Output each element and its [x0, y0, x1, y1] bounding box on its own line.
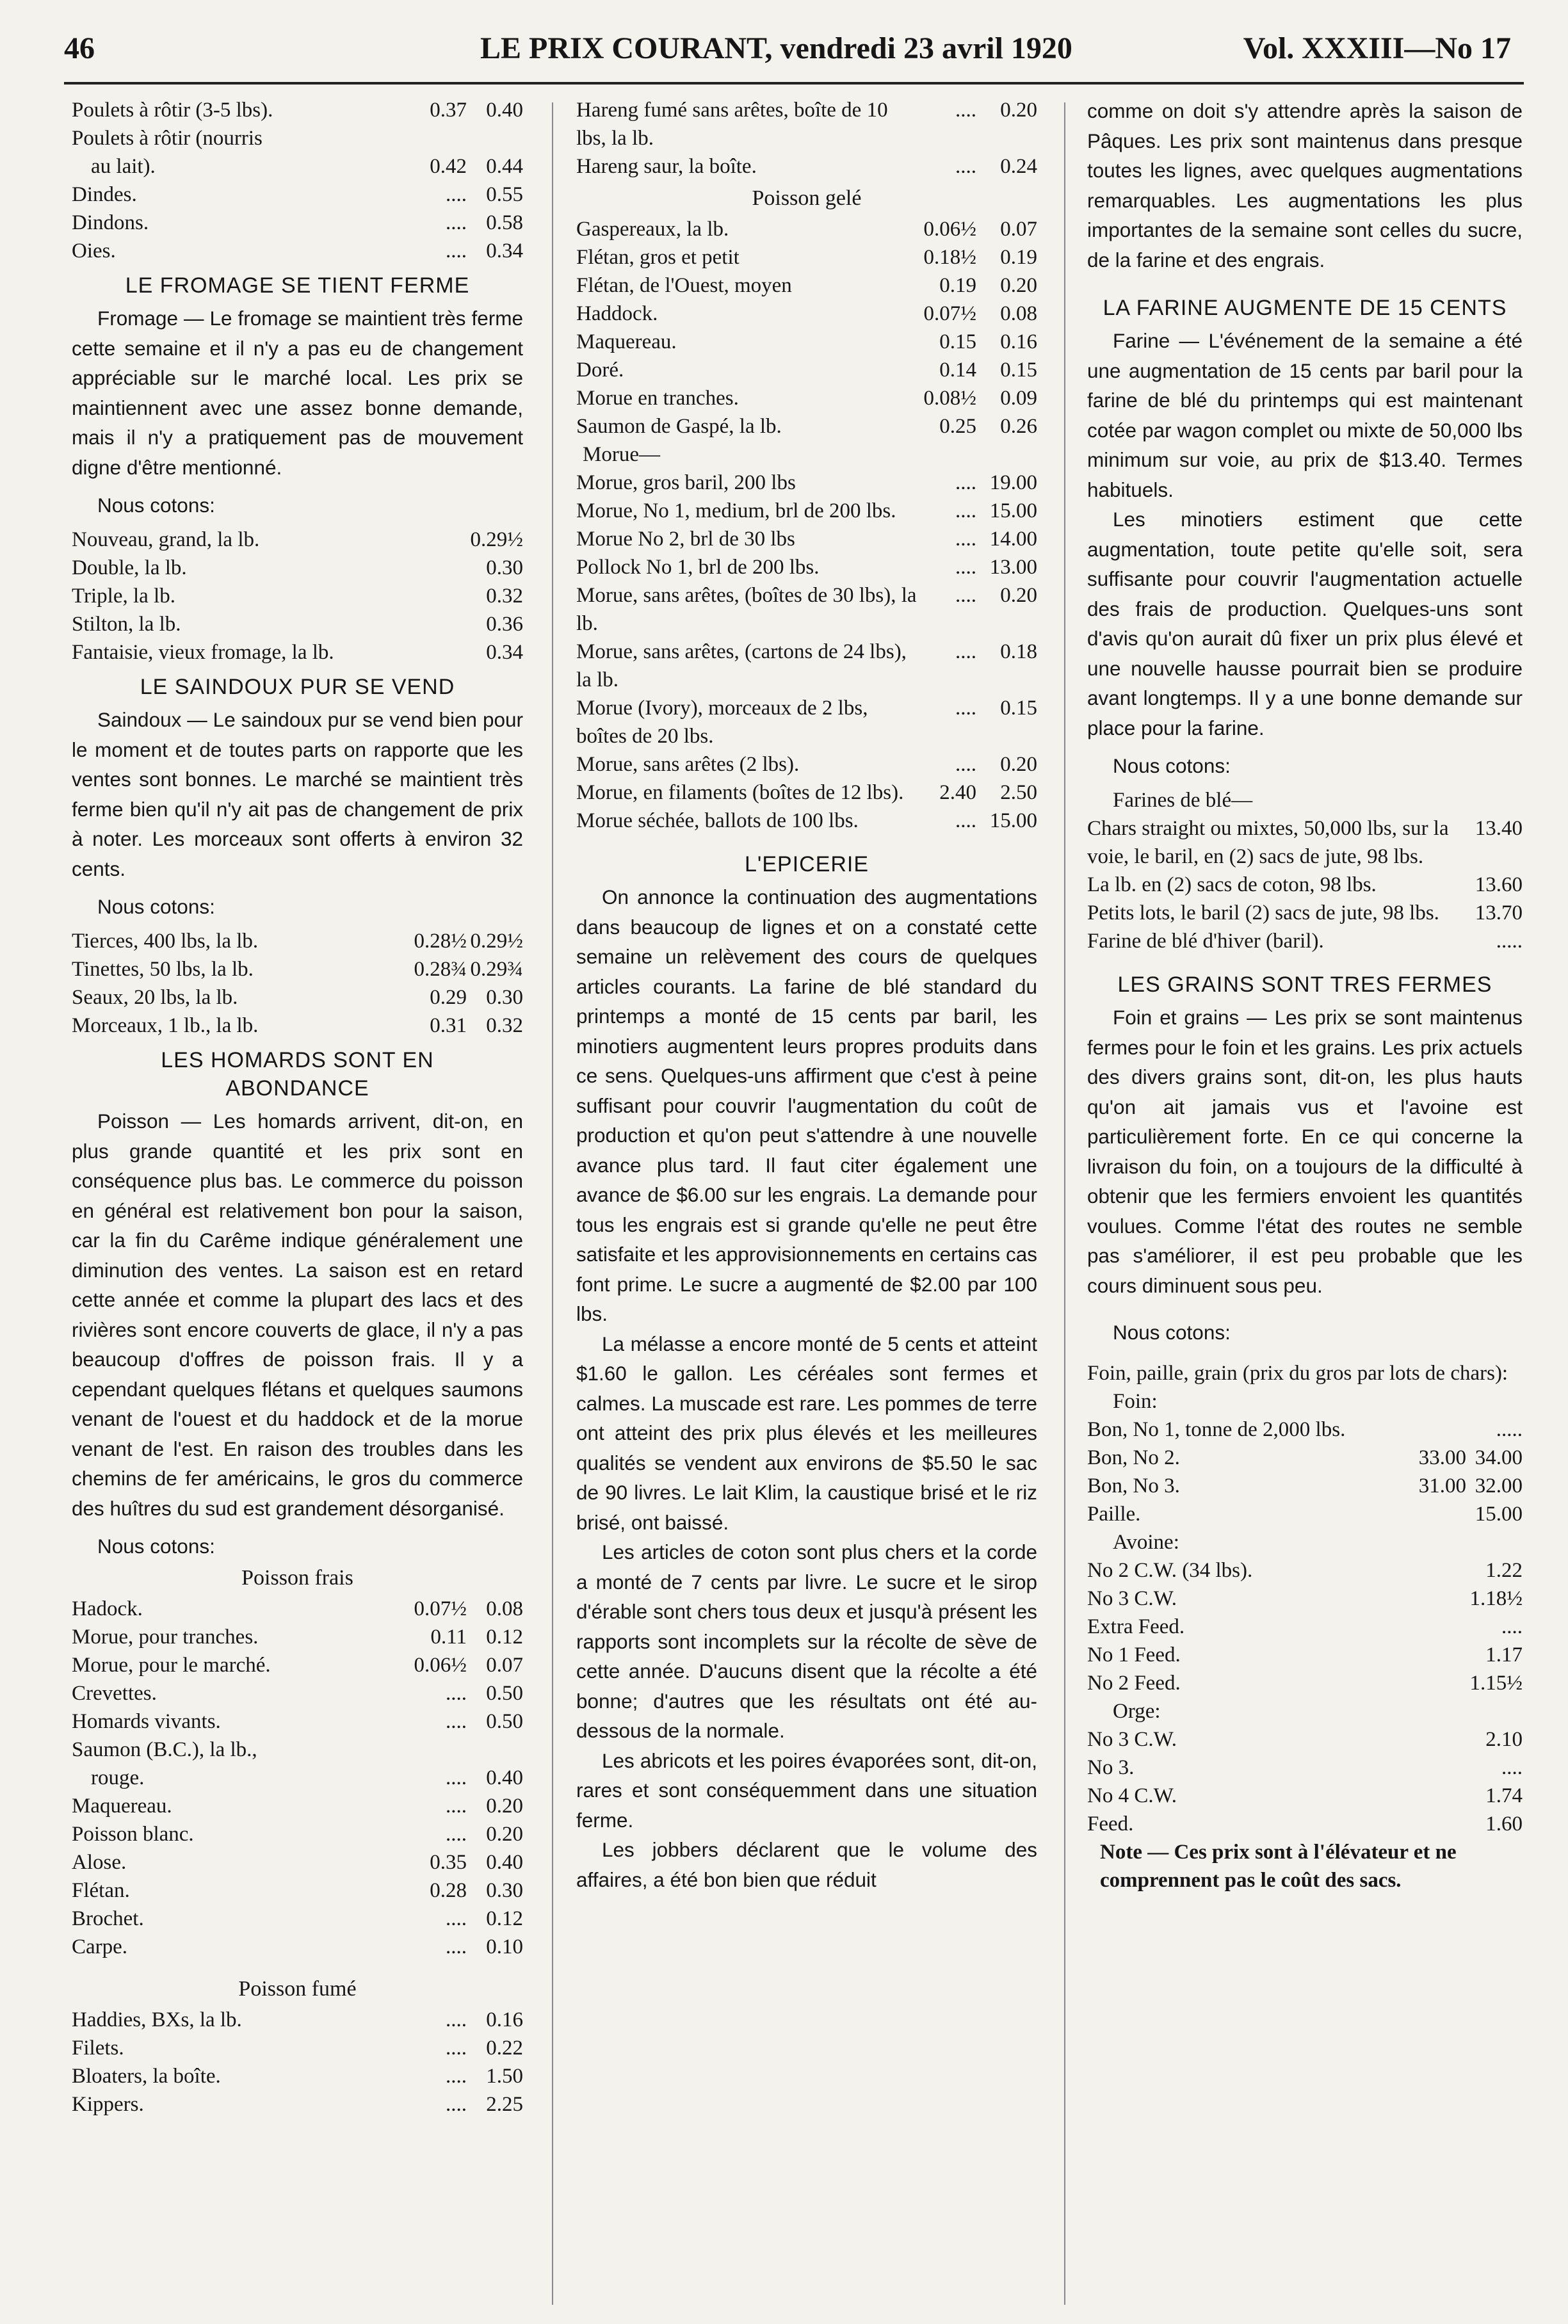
hareng-list: [576, 96, 1037, 181]
price-row: Morceaux, 1 lb., la lb. 0.31 0.32: [72, 1014, 523, 1037]
orge-label: Orge:: [1113, 1700, 1161, 1723]
price-row: Brochet. .... 0.12: [72, 1907, 523, 1930]
orge-list: [1087, 1725, 1523, 1838]
price-row: Double, la lb. 0.30: [72, 556, 523, 579]
price-row: Carpe. .... 0.10: [72, 1935, 523, 1958]
section-heading: ABONDANCE: [225, 1076, 369, 1101]
price-row: Flétan. 0.28 0.30: [72, 1879, 523, 1902]
price-row: Nouveau, grand, la lb. 0.29½: [72, 528, 523, 551]
nous-cotons-label: Nous cotons:: [97, 895, 215, 918]
price-row: No 4 C.W. 1.74: [1087, 1784, 1523, 1807]
avoine-list: [1087, 1556, 1523, 1697]
article-paragraph: comme on doit s'y attendre après la saison de Pâques. Les prix sont maintenus dans presque toutes les lignes, avec quelques augmentations remarquables. Les augmentations les plus importantes de la semaine sont celles du sucre, de la farine et des engrais.: [1087, 99, 1523, 271]
subsection-heading: Poisson gelé: [752, 186, 862, 210]
price-row: La lb. en (2) sacs de coton, 98 lbs. 13.60: [1087, 873, 1523, 896]
morue-list: [576, 469, 1037, 835]
subsection-heading: Poisson frais: [241, 1566, 353, 1590]
poisson-fume-list: [72, 2006, 523, 2118]
article-paragraph: Fromage — Le fromage se maintient très ferme cette semaine et il n'y a pas eu de changement appréciable sur le marché local. Les prix se maintiennent avec une assez bonne demande, mais il n'y a pratiquement pas de mouvement digne d'être mentionné.: [72, 307, 523, 479]
section-heading: LE FROMAGE SE TIENT FERME: [125, 273, 470, 298]
price-row: Morue No 2, brl de 30 lbs .... 14.00: [576, 528, 1037, 551]
price-row: Filets. .... 0.22: [72, 2037, 523, 2060]
price-row: Farine de blé d'hiver (baril). .....: [1087, 930, 1523, 953]
price-row: Feed. 1.60: [1087, 1812, 1523, 1836]
price-row: Hareng fumé sans arêtes, boîte de 10 lbs, la lb. .... 0.20: [576, 99, 1037, 150]
price-row: Morue, sans arêtes (2 lbs). .... 0.20: [576, 753, 1037, 776]
price-row: Hareng saur, la boîte. .... 0.24: [576, 155, 1037, 178]
price-row: Bon, No 2. 33.00 34.00: [1087, 1446, 1523, 1469]
nous-cotons-label: Nous cotons:: [97, 494, 215, 517]
foin-intro: Foin, paille, grain (prix du gros par lots de chars):: [1087, 1362, 1508, 1385]
price-row: Pollock No 1, brl de 200 lbs. .... 13.00: [576, 556, 1037, 579]
price-row: Homards vivants. .... 0.50: [72, 1710, 523, 1733]
price-row: Seaux, 20 lbs, la lb. 0.29 0.30: [72, 986, 523, 1009]
price-row: Flétan, de l'Ouest, moyen 0.19 0.20: [576, 274, 1037, 297]
saindoux-list: [72, 927, 523, 1040]
price-row: Fantaisie, vieux fromage, la lb. 0.34: [72, 641, 523, 664]
morue-label: Morue—: [583, 443, 660, 466]
price-row: Flétan, gros et petit 0.18½ 0.19: [576, 246, 1037, 269]
section-heading: LES GRAINS SONT TRES FERMES: [1117, 972, 1492, 997]
price-row: Morue, pour tranches. 0.11 0.12: [72, 1626, 523, 1649]
farines-list: [1087, 814, 1523, 955]
price-row: Gaspereaux, la lb. 0.06½ 0.07: [576, 218, 1037, 241]
price-row: Paille. 15.00: [1087, 1503, 1523, 1526]
section-heading: LE SAINDOUX PUR SE VEND: [140, 675, 455, 699]
foin-list: [1087, 1416, 1523, 1528]
price-row: Morue séchée, ballots de 100 lbs. .... 15.00: [576, 809, 1037, 832]
price-row: No 3 C.W. 2.10: [1087, 1728, 1523, 1751]
poisson-frais-list: [72, 1595, 523, 1961]
article-paragraph: Foin et grains — Les prix se sont maintenus fermes pour le foin et les grains. Les prix actuels des divers grains sont, dit-on, les plus hauts qu'on ait jamais vus et l'avoine est particulièrement forte. En ce qui concerne la livraison du foin, on a toujours de la difficulté à obtenir que les fermiers envoient les quantités voulues. Comme l'état des routes ne semble pas s'améliorer, il est peu probable que les cours diminuent sous peu.: [1087, 1006, 1523, 1297]
price-row: Saumon de Gaspé, la lb. 0.25 0.26: [576, 415, 1037, 438]
subsection-heading: Poisson fumé: [238, 1977, 357, 2001]
column-3: [1087, 96, 1523, 1894]
nous-cotons-label: Nous cotons:: [1113, 1321, 1231, 1344]
column-divider: [552, 102, 553, 2305]
article-paragraph: Farine — L'événement de la semaine a été une augmentation de 15 cents par baril pour la farine de blé du printemps qui est maintenant cotée par wagon complet ou mixte de 50,000 lbs minimum sur voie, au prix de $13.40. Termes habituels.: [1087, 329, 1523, 501]
price-row: au lait). 0.42 0.44: [91, 155, 523, 178]
price-row: Chars straight ou mixtes, 50,000 lbs, sur la voie, le baril, en (2) sacs de jute, 98 lbs. 13.40: [1087, 817, 1523, 868]
page-header: [64, 31, 1511, 76]
price-row: Crevettes. .... 0.50: [72, 1682, 523, 1705]
avoine-label: Avoine:: [1113, 1531, 1179, 1554]
price-row: Poulets à rôtir (nourris: [72, 127, 263, 150]
column-2: [576, 96, 1037, 1894]
article-paragraph: Saindoux — Le saindoux pur se vend bien pour le moment et de toutes parts on rapporte que les ventes sont bonnes. Le marché se maintient très ferme bien qu'il n'y ait pas de changement de prix à noter. Les morceaux sont offerts à environ 32 cents.: [72, 708, 523, 880]
price-row: Maquereau. .... 0.20: [72, 1795, 523, 1818]
section-heading: L'EPICERIE: [744, 852, 869, 876]
section-heading: LA FARINE AUGMENTE DE 15 CENTS: [1103, 296, 1507, 320]
page-number: 46: [64, 31, 95, 65]
footnote: Note — Ces prix sont à l'élévateur et ne comprennent pas le coût des sacs.: [1100, 1841, 1457, 1892]
price-row: rouge. .... 0.40: [91, 1766, 523, 1789]
price-row: Poulets à rôtir (3-5 lbs). 0.37 0.40: [72, 99, 523, 122]
price-row: Kippers. .... 2.25: [72, 2093, 523, 2116]
price-row: Stilton, la lb. 0.36: [72, 613, 523, 636]
header-rule: [64, 82, 1524, 85]
price-row: No 3. ....: [1087, 1756, 1523, 1779]
price-row: Triple, la lb. 0.32: [72, 585, 523, 608]
section-heading: LES HOMARDS SONT EN: [161, 1048, 434, 1072]
article-paragraph: On annonce la continuation des augmentations dans beaucoup de lignes et on a constaté cette semaine un relèvement des cours de quelques articles courants. La farine de blé standard du printemps a monté de 15 cents par baril, les minotiers augmentent leurs propres produits dans ce sens. Quelques-uns affirment que c'est à peine suffisant pour couvrir l'augmentation du coût de production et qu'on peut s'attendre à une nouvelle avance plus tard. Il faut citer également une avance de $6.00 sur les engrais. La demande pour tous les engrais est si grande qu'elle ne peut être satisfaite et les approvisionnements en certains cas font prime. Le sucre a augmenté de $2.00 par 100 lbs.: [576, 885, 1037, 1325]
price-row: No 1 Feed. 1.17: [1087, 1643, 1523, 1666]
column-1: [72, 96, 523, 2118]
price-row: Bloaters, la boîte. .... 1.50: [72, 2065, 523, 2088]
article-paragraph: La mélasse a encore monté de 5 cents et atteint $1.60 le gallon. Les céréales sont fermes et calmes. La muscade est rare. Les pommes de terre ont atteint des prix plus élevés et les meilleures qualités se vendent aux environs de $5.50 le sac de 90 livres. Le lait Klim, la caustique brisé et le riz brisé, ont baissé.: [576, 1332, 1037, 1534]
volailles-list: [72, 96, 523, 265]
price-row: Morue en tranches. 0.08½ 0.09: [576, 387, 1037, 410]
price-row: Morue, pour le marché. 0.06½ 0.07: [72, 1654, 523, 1677]
price-row: Maquereau. 0.15 0.16: [576, 330, 1037, 353]
price-row: Saumon (B.C.), la lb.,: [72, 1738, 257, 1761]
price-row: Oies. .... 0.34: [72, 239, 523, 262]
price-row: Morue, sans arêtes, (cartons de 24 lbs), la lb. .... 0.18: [576, 640, 1037, 691]
price-row: Petits lots, le baril (2) sacs de jute, 98 lbs. 13.70: [1087, 901, 1523, 924]
article-paragraph: Les abricots et les poires évaporées sont, dit-on, rares et sont conséquemment dans une situation ferme.: [576, 1748, 1037, 1832]
fromage-list: [72, 526, 523, 666]
article-paragraph: Les jobbers déclarent que le volume des affaires, a été bon bien que réduit: [576, 1838, 1037, 1891]
price-row: Bon, No 1, tonne de 2,000 lbs. .....: [1087, 1418, 1523, 1441]
price-row: Morue (Ivory), morceaux de 2 lbs, boîtes de 20 lbs. .... 0.15: [576, 697, 1037, 748]
volume-number: Vol. XXXIII—No 17: [1243, 31, 1511, 65]
article-paragraph: Les articles de coton sont plus chers et la corde a monté de 7 cents par livre. Le sucre et le sirop d'érable sont chers tous deux et jusqu'à présent les rapports sont incomplets sur la récolte de sève de cette année. D'aucuns disent que la récolte a été bonne; d'autres que les résultats ont été au-dessous de la normale.: [576, 1540, 1037, 1742]
article-paragraph: Poisson — Les homards arrivent, dit-on, en plus grande quantité et les prix sont en conséquence plus bas. Le commerce du poisson en général est relativement bon pour la saison, car la fin du Carême indique généralement une diminution des ventes. La saison est en retard cette année et comme la plupart des lacs et des rivières sont encore couverts de glace, il n'y a pas beaucoup d'offres de poisson frais. Il y a cependant quelques flétans et quelques saumons venant de l'ouest et du haddock et de la morue venant de l'est. En raison des troubles dans les chemins de fer américains, le gros du commerce des huîtres du sud est grandement désorganisé.: [72, 1110, 523, 1520]
column-divider: [1064, 102, 1065, 2305]
nous-cotons-label: Nous cotons:: [97, 1535, 215, 1558]
price-row: Haddies, BXs, la lb. .... 0.16: [72, 2008, 523, 2031]
price-row: Poisson blanc. .... 0.20: [72, 1823, 523, 1846]
price-row: Morue, sans arêtes, (boîtes de 30 lbs), la lb. .... 0.20: [576, 584, 1037, 635]
price-row: Doré. 0.14 0.15: [576, 359, 1037, 382]
nous-cotons-label: Nous cotons:: [1113, 754, 1231, 777]
price-row: Morue, No 1, medium, brl de 200 lbs. .... 15.00: [576, 499, 1037, 522]
price-row: Hadock. 0.07½ 0.08: [72, 1597, 523, 1620]
price-row: No 2 C.W. (34 lbs). 1.22: [1087, 1559, 1523, 1582]
price-row: Dindons. .... 0.58: [72, 211, 523, 234]
price-row: Tierces, 400 lbs, la lb. 0.28½ 0.29½: [72, 930, 523, 953]
price-row: Tinettes, 50 lbs, la lb. 0.28¾ 0.29¾: [72, 958, 523, 981]
article-paragraph: Les minotiers estiment que cette augmentation, toute petite qu'elle soit, sera suffisante pour couvrir l'augmentation actuelle des frais de production. Quelques-uns sont d'avis qu'on aurait dû fixer un prix plus élevé et une nouvelle hausse pourrait bien se produire avant longtemps. Il y a une bonne demande sur place pour la farine.: [1087, 508, 1523, 739]
price-row: No 3 C.W. 1.18½: [1087, 1587, 1523, 1610]
publication-title: LE PRIX COURANT, vendredi 23 avril 1920: [480, 31, 1072, 65]
price-row: Morue, gros baril, 200 lbs .... 19.00: [576, 471, 1037, 494]
price-row: Dindes. .... 0.55: [72, 183, 523, 206]
price-row: Bon, No 3. 31.00 32.00: [1087, 1474, 1523, 1497]
price-row: Morue, en filaments (boîtes de 12 lbs). 2.40 2.50: [576, 781, 1037, 804]
price-row: No 2 Feed. 1.15½: [1087, 1672, 1523, 1695]
price-row: Haddock. 0.07½ 0.08: [576, 302, 1037, 325]
price-row: Extra Feed. ....: [1087, 1615, 1523, 1638]
poisson-gele-list: [576, 215, 1037, 440]
price-row: Alose. 0.35 0.40: [72, 1851, 523, 1874]
foin-label: Foin:: [1113, 1390, 1158, 1413]
farines-label: Farines de blé—: [1113, 789, 1253, 812]
